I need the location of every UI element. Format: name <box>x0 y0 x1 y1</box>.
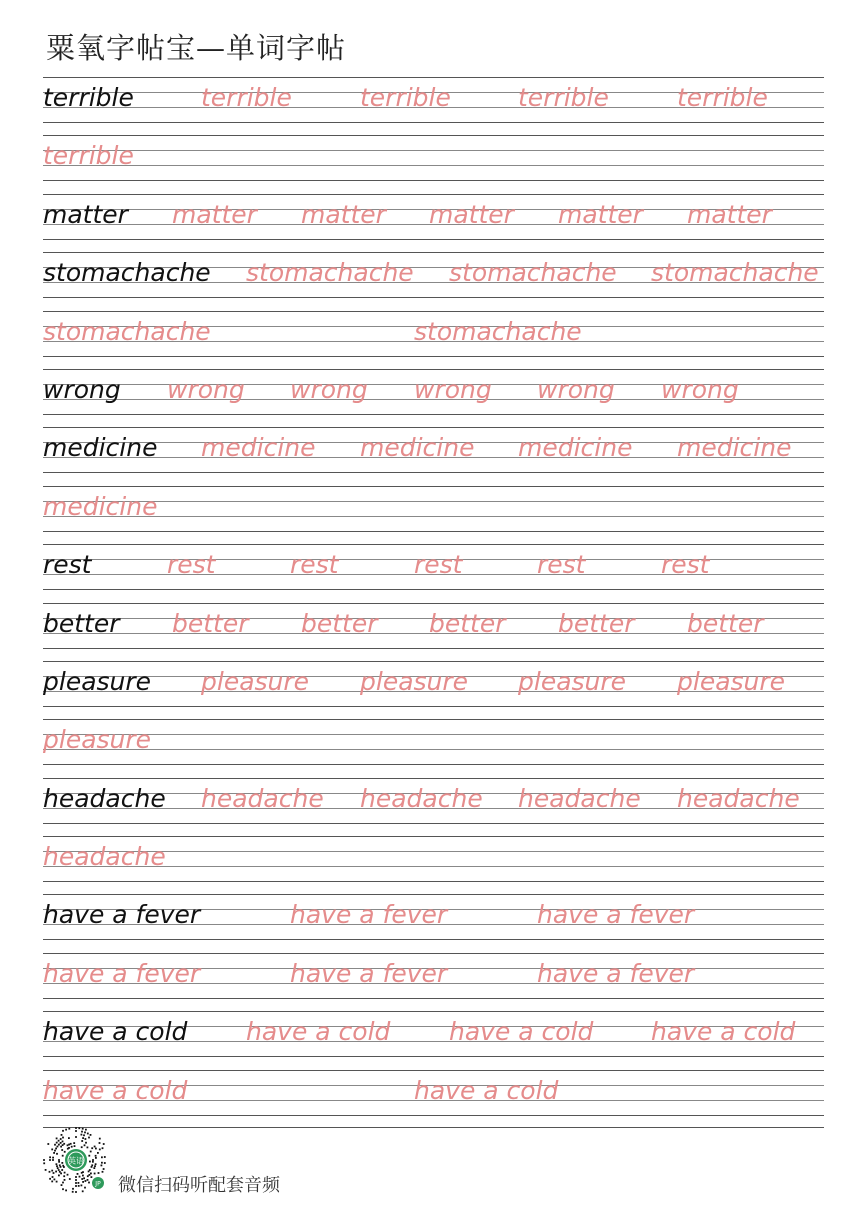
guide-line <box>43 1056 824 1057</box>
trace-word: pleasure <box>43 725 152 755</box>
practice-row <box>43 251 824 309</box>
guide-line <box>43 589 824 590</box>
guide-line <box>43 516 824 517</box>
model-word: have a cold <box>43 1017 188 1047</box>
trace-word: wrong <box>537 374 615 404</box>
model-word: better <box>43 608 120 638</box>
trace-word: terrible <box>518 83 609 112</box>
practice-row <box>43 485 824 543</box>
guide-line <box>43 531 824 532</box>
trace-word: pleasure <box>518 666 627 696</box>
model-word: pleasure <box>43 666 152 696</box>
trace-word: better <box>558 608 635 638</box>
guide-line <box>43 239 824 240</box>
guide-line <box>43 544 824 545</box>
guide-line <box>43 135 824 136</box>
trace-word: medicine <box>677 433 792 463</box>
trace-word: wrong <box>290 374 368 404</box>
practice-rows <box>43 76 824 1128</box>
guide-line <box>43 297 824 298</box>
trace-word: headache <box>43 842 166 872</box>
guide-line <box>43 472 824 473</box>
practice-row <box>43 310 824 368</box>
practice-row <box>43 368 824 426</box>
trace-word: better <box>429 608 506 638</box>
trace-word: medicine <box>360 433 475 463</box>
guide-line <box>43 823 824 824</box>
trace-word: better <box>172 608 249 638</box>
footer <box>40 1126 440 1198</box>
trace-word: stomachache <box>414 316 582 346</box>
model-word: rest <box>43 550 92 580</box>
trace-word: have a cold <box>414 1075 559 1105</box>
trace-word: medicine <box>518 433 633 463</box>
model-word: stomachache <box>43 258 211 288</box>
model-word: wrong <box>43 374 121 404</box>
trace-word: headache <box>201 783 324 813</box>
guide-line <box>43 1070 824 1071</box>
guide-line <box>43 764 824 765</box>
practice-row <box>43 76 824 134</box>
trace-word: wrong <box>167 374 245 404</box>
trace-word: stomachache <box>449 258 617 288</box>
practice-row <box>43 193 824 251</box>
guide-line <box>43 356 824 357</box>
guide-line <box>43 427 824 428</box>
trace-word: have a cold <box>449 1017 594 1047</box>
practice-row <box>43 777 824 835</box>
guide-line <box>43 881 824 882</box>
trace-word: rest <box>537 550 586 580</box>
practice-row <box>43 835 824 893</box>
trace-word: matter <box>687 199 772 229</box>
trace-word: matter <box>301 199 386 229</box>
trace-word: medicine <box>201 433 316 463</box>
guide-line <box>43 1011 824 1012</box>
trace-word: rest <box>661 550 710 580</box>
trace-word: pleasure <box>201 666 310 696</box>
trace-word: matter <box>429 199 514 229</box>
practice-row <box>43 426 824 484</box>
trace-word: headache <box>518 783 641 813</box>
model-word: have a fever <box>43 900 201 930</box>
guide-line <box>43 939 824 940</box>
trace-word: matter <box>558 199 643 229</box>
guide-line <box>43 661 824 662</box>
trace-word: have a cold <box>43 1075 188 1105</box>
trace-word: better <box>301 608 378 638</box>
guide-line <box>43 414 824 415</box>
trace-word: terrible <box>360 83 451 112</box>
guide-line <box>43 369 824 370</box>
trace-word: have a fever <box>537 900 695 930</box>
trace-word: matter <box>172 199 257 229</box>
guide-line <box>43 501 824 502</box>
guide-line <box>43 706 824 707</box>
guide-line <box>43 180 824 181</box>
trace-word: have a cold <box>246 1017 391 1047</box>
trace-word: rest <box>414 550 463 580</box>
practice-row <box>43 893 824 951</box>
trace-word: rest <box>290 550 339 580</box>
guide-line <box>43 311 824 312</box>
trace-word: pleasure <box>677 666 786 696</box>
guide-line <box>43 77 824 78</box>
guide-line <box>43 778 824 779</box>
guide-line <box>43 122 824 123</box>
trace-word: medicine <box>43 491 158 521</box>
guide-line <box>43 252 824 253</box>
page-title: 粟氧字帖宝—单词字帖 <box>46 31 347 65</box>
qr-badge-label: 英语 <box>68 1156 84 1166</box>
practice-row <box>43 952 824 1010</box>
trace-word: stomachache <box>651 258 819 288</box>
guide-line <box>43 150 824 151</box>
model-word: terrible <box>43 83 134 112</box>
trace-word: wrong <box>414 374 492 404</box>
trace-word: wrong <box>661 374 739 404</box>
trace-word: pleasure <box>360 666 469 696</box>
trace-word: better <box>687 608 764 638</box>
trace-word: have a fever <box>537 958 695 988</box>
guide-line <box>43 1115 824 1116</box>
model-word: medicine <box>43 433 158 463</box>
practice-row <box>43 660 824 718</box>
practice-row <box>43 134 824 192</box>
trace-word: stomachache <box>43 316 211 346</box>
guide-line <box>43 894 824 895</box>
trace-word: rest <box>167 550 216 580</box>
guide-line <box>43 719 824 720</box>
trace-word: have a fever <box>290 900 448 930</box>
qr-corner-label: JP <box>95 1180 101 1188</box>
practice-row <box>43 602 824 660</box>
guide-line <box>43 648 824 649</box>
practice-row <box>43 543 824 601</box>
trace-word: have a fever <box>43 958 201 988</box>
practice-row <box>43 1069 824 1127</box>
trace-word: stomachache <box>246 258 414 288</box>
practice-row <box>43 1010 824 1068</box>
guide-line <box>43 749 824 750</box>
trace-word: terrible <box>677 83 768 112</box>
qr-code-icon <box>40 1126 112 1198</box>
trace-word: headache <box>677 783 800 813</box>
guide-line <box>43 194 824 195</box>
model-word: headache <box>43 783 166 813</box>
scan-instruction: 微信扫码听配套音频 <box>118 1175 280 1196</box>
trace-word: headache <box>360 783 483 813</box>
guide-line <box>43 603 824 604</box>
trace-word: terrible <box>43 141 134 171</box>
guide-line <box>43 734 824 735</box>
model-word: matter <box>43 199 128 229</box>
guide-line <box>43 165 824 166</box>
guide-line <box>43 998 824 999</box>
guide-line <box>43 486 824 487</box>
trace-word: have a cold <box>651 1017 796 1047</box>
guide-line <box>43 836 824 837</box>
trace-word: have a fever <box>290 958 448 988</box>
trace-word: terrible <box>201 83 292 112</box>
practice-row <box>43 718 824 776</box>
guide-line <box>43 953 824 954</box>
